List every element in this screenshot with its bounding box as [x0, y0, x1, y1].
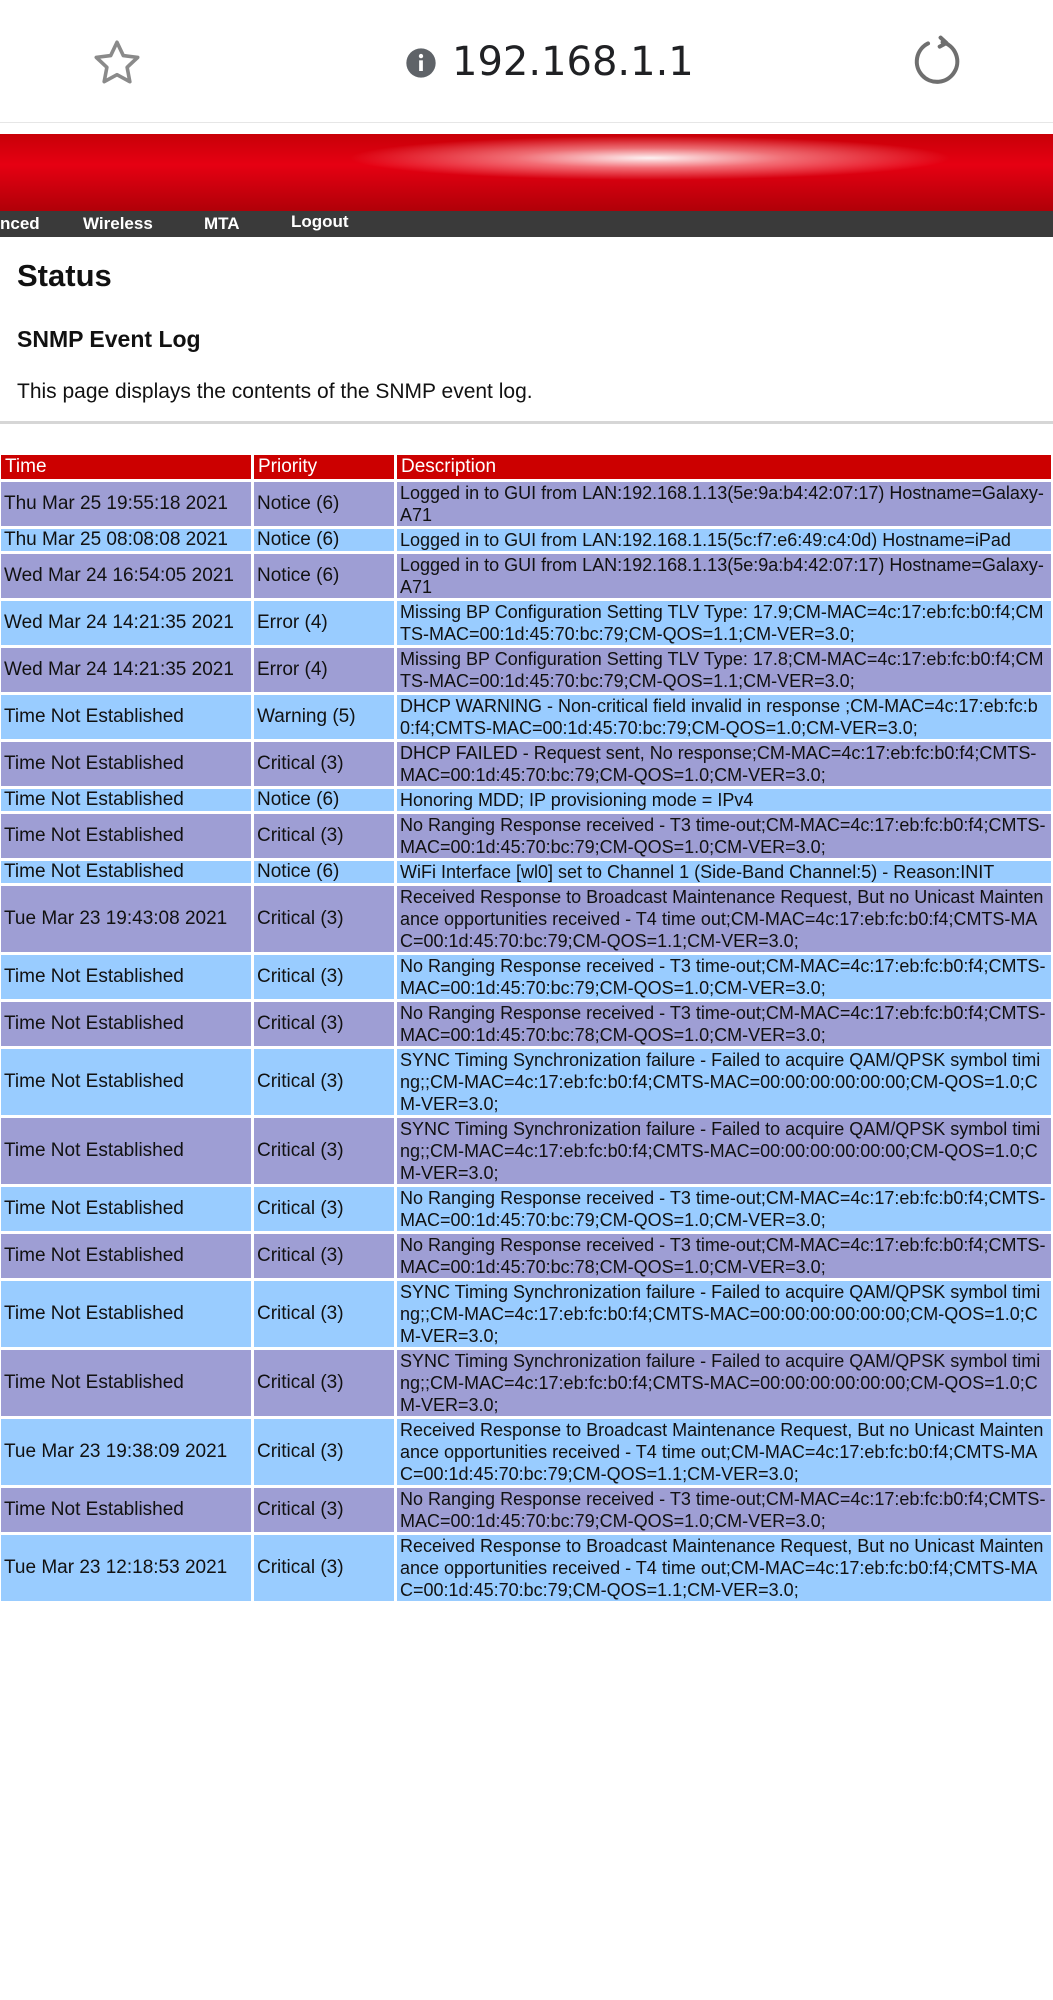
- column-header-priority: Priority: [254, 455, 394, 479]
- table-row: [1, 955, 1051, 999]
- time-cell: Thu Mar 25 08:08:08 2021: [1, 529, 251, 551]
- description-cell: No Ranging Response received - T3 time-out;CM-MAC=4c:17:eb:fc:b0:f4;CMTS-MAC=00:1d:45:70:bc:79;CM-QOS=1.0;CM-VER=3.0;: [397, 1488, 1051, 1532]
- table-row: [1, 1488, 1051, 1532]
- time-cell: Time Not Established: [1, 742, 251, 786]
- table-row: [1, 1187, 1051, 1231]
- top-nav: [0, 211, 1053, 237]
- priority-cell: Critical (3): [254, 742, 394, 786]
- time-cell: Time Not Established: [1, 1049, 251, 1115]
- priority-cell: Critical (3): [254, 1234, 394, 1278]
- table-row: [1, 789, 1051, 811]
- description-cell: SYNC Timing Synchronization failure - Failed to acquire QAM/QPSK symbol timing;;CM-MAC=4c:17:eb:fc:b0:f4;CMTS-MAC=00:00:00:00:00:00;CM-QOS=1.0;CM-VER=3.0;: [397, 1281, 1051, 1347]
- priority-cell: Notice (6): [254, 529, 394, 551]
- nav-item-wireless[interactable]: Wireless: [83, 214, 153, 233]
- description-cell: Logged in to GUI from LAN:192.168.1.13(5e:9a:b4:42:07:17) Hostname=Galaxy-A71: [397, 482, 1051, 526]
- priority-cell: Critical (3): [254, 1281, 394, 1347]
- table-row: [1, 482, 1051, 526]
- time-cell: Thu Mar 25 19:55:18 2021: [1, 482, 251, 526]
- priority-cell: Notice (6): [254, 861, 394, 883]
- table-row: [1, 742, 1051, 786]
- table-row: [1, 861, 1051, 883]
- time-cell: Time Not Established: [1, 861, 251, 883]
- column-header-time: Time: [1, 455, 251, 479]
- priority-cell: Critical (3): [254, 1118, 394, 1184]
- description-cell: WiFi Interface [wl0] set to Channel 1 (Side-Band Channel:5) - Reason:INIT: [397, 861, 1051, 883]
- priority-cell: Critical (3): [254, 814, 394, 858]
- description-cell: SYNC Timing Synchronization failure - Failed to acquire QAM/QPSK symbol timing;;CM-MAC=4c:17:eb:fc:b0:f4;CMTS-MAC=00:00:00:00:00:00;CM-QOS=1.0;CM-VER=3.0;: [397, 1118, 1051, 1184]
- page-description: This page displays the contents of the SNMP event log.: [17, 380, 533, 403]
- time-cell: Time Not Established: [1, 789, 251, 811]
- description-cell: DHCP FAILED - Request sent, No response;CM-MAC=4c:17:eb:fc:b0:f4;CMTS-MAC=00:1d:45:70:bc:79;CM-QOS=1.0;CM-VER=3.0;: [397, 742, 1051, 786]
- table-row: [1, 814, 1051, 858]
- table-row: [1, 1049, 1051, 1115]
- description-cell: Missing BP Configuration Setting TLV Type: 17.9;CM-MAC=4c:17:eb:fc:b0:f4;CMTS-MAC=00:1d:45:70:bc:79;CM-QOS=1.1;CM-VER=3.0;: [397, 601, 1051, 645]
- table-row: [1, 695, 1051, 739]
- address-bar-url[interactable]: 192.168.1.1: [452, 39, 694, 85]
- time-cell: Time Not Established: [1, 1187, 251, 1231]
- priority-cell: Critical (3): [254, 1002, 394, 1046]
- time-cell: Time Not Established: [1, 1002, 251, 1046]
- description-cell: DHCP WARNING - Non-critical field invalid in response ;CM-MAC=4c:17:eb:fc:b0:f4;CMTS-MAC=00:1d:45:70:bc:79;CM-QOS=1.0;CM-VER=3.0;: [397, 695, 1051, 739]
- column-header-description: Description: [397, 455, 1051, 479]
- nav-item-advanced[interactable]: nced: [0, 214, 40, 233]
- time-cell: Time Not Established: [1, 1488, 251, 1532]
- table-row: [1, 1234, 1051, 1278]
- priority-cell: Critical (3): [254, 886, 394, 952]
- time-cell: Time Not Established: [1, 1350, 251, 1416]
- time-cell: Time Not Established: [1, 955, 251, 999]
- divider: [0, 421, 1053, 424]
- table-row: [1, 1118, 1051, 1184]
- table-row: [1, 1419, 1051, 1485]
- time-cell: Time Not Established: [1, 1234, 251, 1278]
- description-cell: No Ranging Response received - T3 time-out;CM-MAC=4c:17:eb:fc:b0:f4;CMTS-MAC=00:1d:45:70:bc:78;CM-QOS=1.0;CM-VER=3.0;: [397, 1234, 1051, 1278]
- nav-item-mta[interactable]: MTA: [204, 214, 240, 233]
- description-cell: SYNC Timing Synchronization failure - Failed to acquire QAM/QPSK symbol timing;;CM-MAC=4c:17:eb:fc:b0:f4;CMTS-MAC=00:00:00:00:00:00;CM-QOS=1.0;CM-VER=3.0;: [397, 1049, 1051, 1115]
- reload-icon[interactable]: [910, 34, 964, 88]
- section-title: SNMP Event Log: [17, 326, 201, 352]
- priority-cell: Notice (6): [254, 789, 394, 811]
- description-cell: Received Response to Broadcast Maintenance Request, But no Unicast Maintenance opportunities received - T4 time out;CM-MAC=4c:17:eb:fc:b0:f4;CMTS-MAC=00:1d:45:70:bc:79;CM-QOS=1.1;CM-VER=3.0;: [397, 1535, 1051, 1601]
- priority-cell: Critical (3): [254, 1535, 394, 1601]
- description-cell: Honoring MDD; IP provisioning mode = IPv4: [397, 789, 1051, 811]
- priority-cell: Critical (3): [254, 1488, 394, 1532]
- browser-toolbar: [0, 0, 1053, 123]
- description-cell: No Ranging Response received - T3 time-out;CM-MAC=4c:17:eb:fc:b0:f4;CMTS-MAC=00:1d:45:70:bc:79;CM-QOS=1.0;CM-VER=3.0;: [397, 955, 1051, 999]
- description-cell: Received Response to Broadcast Maintenance Request, But no Unicast Maintenance opportunities received - T4 time out;CM-MAC=4c:17:eb:fc:b0:f4;CMTS-MAC=00:1d:45:70:bc:79;CM-QOS=1.1;CM-VER=3.0;: [397, 1419, 1051, 1485]
- priority-cell: Critical (3): [254, 1049, 394, 1115]
- table-row: [1, 1535, 1051, 1601]
- priority-cell: Warning (5): [254, 695, 394, 739]
- header-banner: [0, 134, 1053, 211]
- priority-cell: Critical (3): [254, 1350, 394, 1416]
- description-cell: No Ranging Response received - T3 time-out;CM-MAC=4c:17:eb:fc:b0:f4;CMTS-MAC=00:1d:45:70:bc:79;CM-QOS=1.0;CM-VER=3.0;: [397, 814, 1051, 858]
- description-cell: Missing BP Configuration Setting TLV Type: 17.8;CM-MAC=4c:17:eb:fc:b0:f4;CMTS-MAC=00:1d:45:70:bc:79;CM-QOS=1.1;CM-VER=3.0;: [397, 648, 1051, 692]
- priority-cell: Error (4): [254, 648, 394, 692]
- time-cell: Tue Mar 23 19:38:09 2021: [1, 1419, 251, 1485]
- priority-cell: Critical (3): [254, 1187, 394, 1231]
- description-cell: No Ranging Response received - T3 time-out;CM-MAC=4c:17:eb:fc:b0:f4;CMTS-MAC=00:1d:45:70:bc:78;CM-QOS=1.0;CM-VER=3.0;: [397, 1002, 1051, 1046]
- priority-cell: Critical (3): [254, 1419, 394, 1485]
- priority-cell: Notice (6): [254, 554, 394, 598]
- table-row: [1, 648, 1051, 692]
- info-icon[interactable]: [405, 47, 437, 79]
- star-icon[interactable]: [90, 36, 144, 90]
- table-header-row: [1, 455, 1051, 479]
- table-row: [1, 1281, 1051, 1347]
- time-cell: Time Not Established: [1, 695, 251, 739]
- time-cell: Tue Mar 23 12:18:53 2021: [1, 1535, 251, 1601]
- priority-cell: Critical (3): [254, 955, 394, 999]
- table-row: [1, 601, 1051, 645]
- nav-item-logout[interactable]: Logout: [291, 212, 349, 231]
- table-row: [1, 1350, 1051, 1416]
- event-log-table: [0, 452, 1053, 1604]
- time-cell: Time Not Established: [1, 814, 251, 858]
- description-cell: Logged in to GUI from LAN:192.168.1.15(5c:f7:e6:49:c4:0d) Hostname=iPad: [397, 529, 1051, 551]
- priority-cell: Notice (6): [254, 482, 394, 526]
- table-row: [1, 886, 1051, 952]
- time-cell: Tue Mar 23 19:43:08 2021: [1, 886, 251, 952]
- priority-cell: Error (4): [254, 601, 394, 645]
- description-cell: Logged in to GUI from LAN:192.168.1.13(5e:9a:b4:42:07:17) Hostname=Galaxy-A71: [397, 554, 1051, 598]
- time-cell: Time Not Established: [1, 1281, 251, 1347]
- table-body: [1, 482, 1051, 1601]
- page-title: Status: [17, 258, 112, 293]
- time-cell: Wed Mar 24 14:21:35 2021: [1, 601, 251, 645]
- table-row: [1, 1002, 1051, 1046]
- time-cell: Wed Mar 24 16:54:05 2021: [1, 554, 251, 598]
- description-cell: No Ranging Response received - T3 time-out;CM-MAC=4c:17:eb:fc:b0:f4;CMTS-MAC=00:1d:45:70:bc:79;CM-QOS=1.0;CM-VER=3.0;: [397, 1187, 1051, 1231]
- time-cell: Wed Mar 24 14:21:35 2021: [1, 648, 251, 692]
- description-cell: SYNC Timing Synchronization failure - Failed to acquire QAM/QPSK symbol timing;;CM-MAC=4c:17:eb:fc:b0:f4;CMTS-MAC=00:00:00:00:00:00;CM-QOS=1.0;CM-VER=3.0;: [397, 1350, 1051, 1416]
- time-cell: Time Not Established: [1, 1118, 251, 1184]
- description-cell: Received Response to Broadcast Maintenance Request, But no Unicast Maintenance opportunities received - T4 time out;CM-MAC=4c:17:eb:fc:b0:f4;CMTS-MAC=00:1d:45:70:bc:79;CM-QOS=1.1;CM-VER=3.0;: [397, 886, 1051, 952]
- table-row: [1, 529, 1051, 551]
- table-row: [1, 554, 1051, 598]
